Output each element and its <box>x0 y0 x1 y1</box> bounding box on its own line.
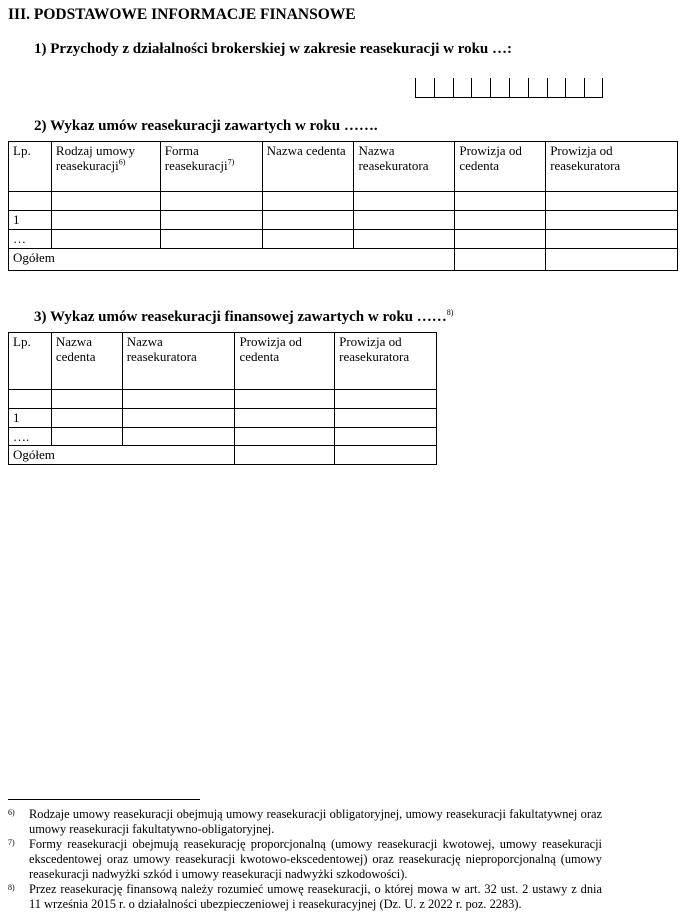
cell[interactable] <box>51 409 122 428</box>
table-row <box>9 390 437 409</box>
total-reinsurer-commission[interactable] <box>546 249 678 271</box>
question-3 <box>34 309 453 326</box>
row-ellipsis: …. <box>9 428 52 446</box>
cell[interactable] <box>455 192 546 211</box>
footnote-number: 7) <box>8 838 15 847</box>
total-row <box>9 249 678 271</box>
footnote-separator <box>8 799 200 800</box>
cell[interactable] <box>122 390 235 409</box>
header-reinsurer-commission: Prowizja od reasekuratora <box>546 142 678 192</box>
total-label: Ogółem <box>9 446 235 465</box>
table-row <box>9 428 437 446</box>
cell[interactable] <box>9 192 52 211</box>
header-reinsurer-commission: Prowizja od reasekuratora <box>335 333 437 390</box>
header-lp: Lp. <box>9 333 52 390</box>
question-1 <box>34 41 512 58</box>
cell[interactable] <box>160 192 262 211</box>
cell[interactable] <box>122 409 235 428</box>
total-cedent-commission[interactable] <box>235 446 335 465</box>
cell[interactable] <box>354 230 455 249</box>
cell[interactable] <box>335 428 437 446</box>
cell[interactable] <box>262 211 354 230</box>
footnote-ref-6: 6) <box>118 157 126 167</box>
total-label: Ogółem <box>9 249 455 271</box>
cell[interactable] <box>455 211 546 230</box>
cell[interactable] <box>546 211 678 230</box>
question-2-text: Wykaz umów reasekuracji zawartych w roku ……. <box>49 118 378 134</box>
footnote-8 <box>8 882 602 912</box>
footnote-number: 6) <box>8 808 15 817</box>
footnote-7 <box>8 837 602 882</box>
header-lp: Lp. <box>9 142 52 192</box>
header-cedent-name: Nazwa cedenta <box>262 142 354 192</box>
row-ellipsis: … <box>9 230 52 249</box>
reinsurance-contracts-table <box>8 141 678 271</box>
cell[interactable] <box>122 428 235 446</box>
table-header-row <box>9 142 678 192</box>
cell[interactable] <box>546 192 678 211</box>
revenue-entry-boxes[interactable] <box>415 76 603 98</box>
row-number: 1 <box>9 409 52 428</box>
cell[interactable] <box>262 192 354 211</box>
table-header-row <box>9 333 437 390</box>
question-1-text: Przychody z działalności brokerskiej w zakresie reasekuracji w roku …: <box>50 41 513 57</box>
question-3-text: Wykaz umów reasekuracji finansowej zawartych w roku …… <box>49 309 447 325</box>
cell[interactable] <box>51 230 160 249</box>
question-2-number: 2) <box>34 118 47 134</box>
total-cedent-commission[interactable] <box>455 249 546 271</box>
cell[interactable] <box>160 230 262 249</box>
footnote-text: Formy reasekuracji obejmują reasekurację proporcjonalną (umowy reasekuracji kwotowej, umowy reasekuracji ekscedentowej oraz umowy reasekuracji kwotowo-ekscedentowej) oraz reasekurację nieproporcjonalną (umowy reasekuracji nadwyżki szkód i umowy reasekuracji nadwyżki szkodowości). <box>29 837 602 881</box>
footnote-ref-7: 7) <box>227 157 235 167</box>
header-contract-type: Rodzaj umowy reasekuracji$^{6)}$ <box>51 142 160 192</box>
cell[interactable] <box>51 211 160 230</box>
cell[interactable] <box>51 390 122 409</box>
cell[interactable] <box>335 409 437 428</box>
total-row <box>9 446 437 465</box>
cell[interactable] <box>9 390 52 409</box>
header-reinsurance-form: Forma reasekuracji$^{7)}$ <box>160 142 262 192</box>
header-cedent-commission: Prowizja od cedenta <box>455 142 546 192</box>
footnote-number: 8) <box>8 883 15 892</box>
cell[interactable] <box>354 192 455 211</box>
section-title: III. PODSTAWOWE INFORMACJE FINANSOWE <box>8 6 356 23</box>
footnote-ref-8: 8) <box>446 308 454 317</box>
cell[interactable] <box>235 409 335 428</box>
question-2 <box>34 118 378 135</box>
footnote-text: Przez reasekurację finansową należy rozumieć umowę reasekuracji, o której mowa w art. 32 ust. 2 ustawy z dnia 11 września 2015 r. o działalności ubezpieczeniowej i reasekuracyjnej (Dz. U. z 2022 r. poz. 2283). <box>29 882 602 911</box>
cell[interactable] <box>235 390 335 409</box>
table-row <box>9 192 678 211</box>
header-reinsurer-name: Nazwa reasekuratora <box>122 333 235 390</box>
table-row <box>9 409 437 428</box>
cell[interactable] <box>335 390 437 409</box>
header-reinsurer-name: Nazwa reasekuratora <box>354 142 455 192</box>
cell[interactable] <box>455 230 546 249</box>
cell[interactable] <box>546 230 678 249</box>
financial-reinsurance-table <box>8 332 437 465</box>
cell[interactable] <box>51 192 160 211</box>
table-row <box>9 211 678 230</box>
table-row <box>9 230 678 249</box>
total-reinsurer-commission[interactable] <box>335 446 437 465</box>
cell[interactable] <box>262 230 354 249</box>
row-number: 1 <box>9 211 52 230</box>
footnote-text: Rodzaje umowy reasekuracji obejmują umowy reasekuracji obligatoryjnej, umowy reasekuracji fakultatywnej oraz umowy reasekuracji fakultatywno-obligatoryjnej. <box>29 807 602 836</box>
header-cedent-commission: Prowizja od cedenta <box>235 333 335 390</box>
header-cedent-name: Nazwa cedenta <box>51 333 122 390</box>
cell[interactable] <box>51 428 122 446</box>
question-3-number: 3) <box>34 309 47 325</box>
question-1-number: 1) <box>34 41 47 57</box>
cell[interactable] <box>354 211 455 230</box>
cell[interactable] <box>160 211 262 230</box>
cell[interactable] <box>235 428 335 446</box>
footnote-6 <box>8 807 602 837</box>
